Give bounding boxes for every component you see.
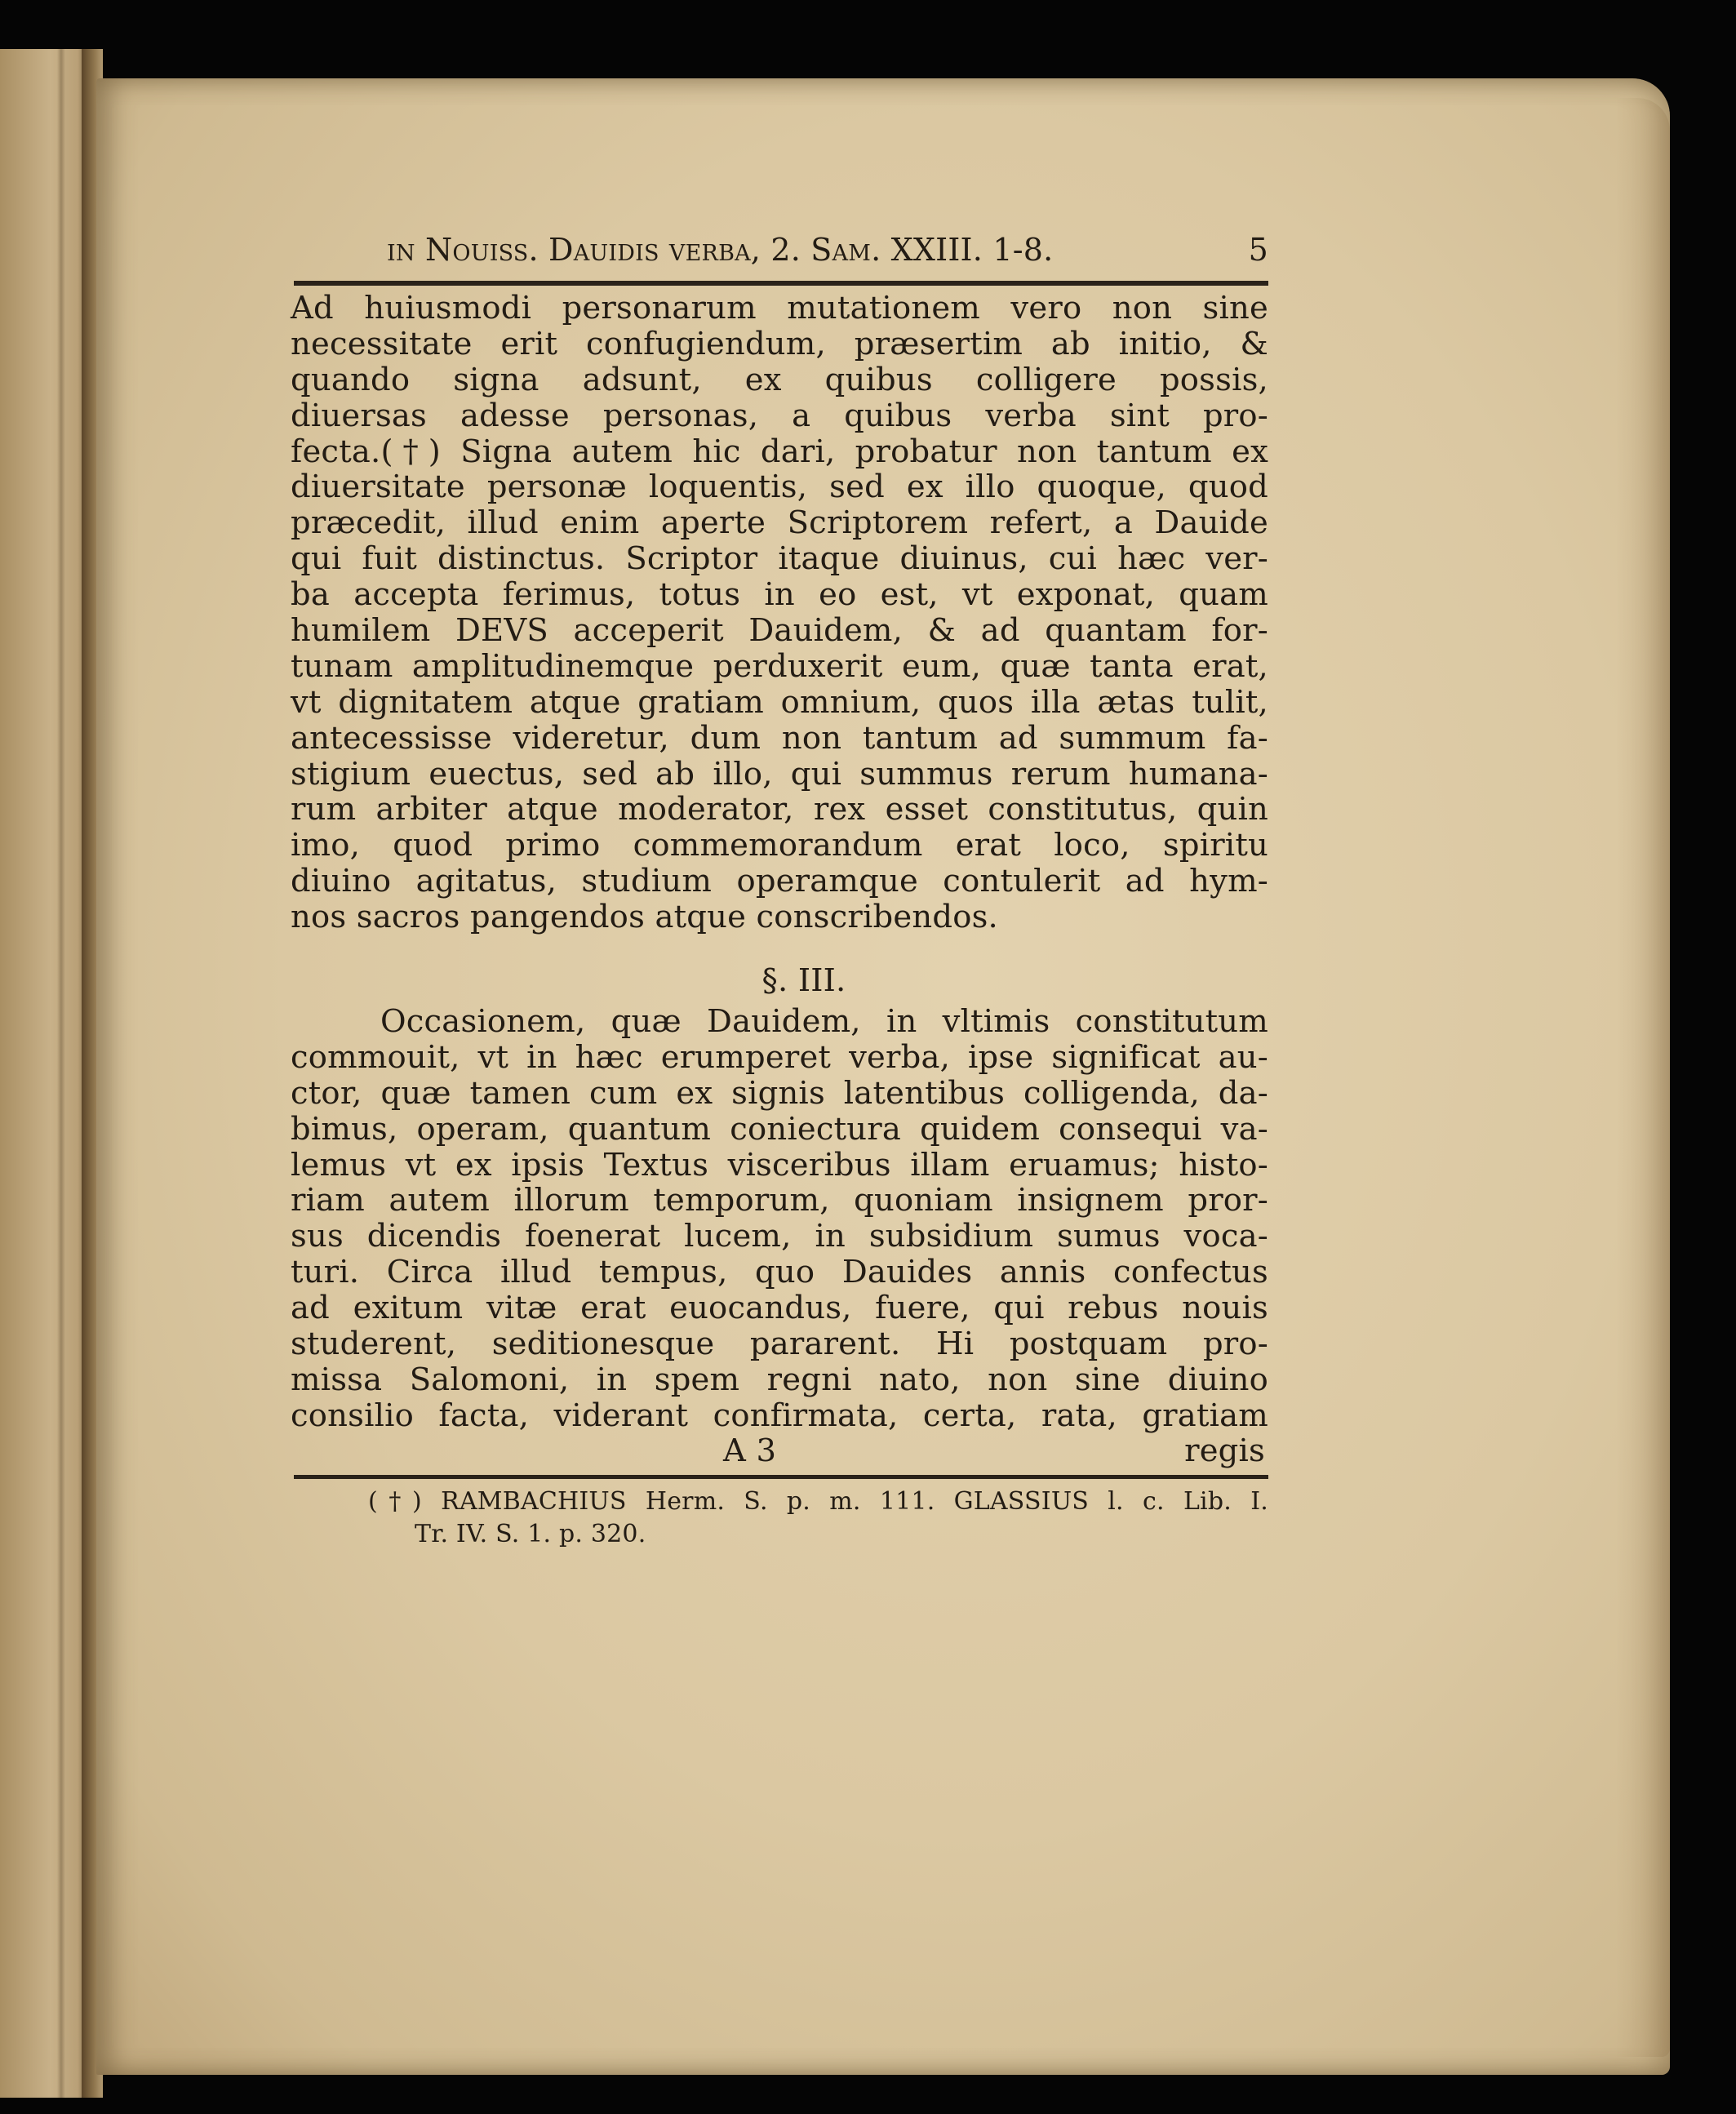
facing-page-edge [0, 49, 91, 2098]
text-line: ad exitum vitæ erat euocandus, fuere, qui rebus nouis [291, 1290, 1268, 1327]
text-line: præcedit, illud enim aperte Scriptorem refert, a Dauide [291, 504, 1268, 542]
text-line: ctor, quæ tamen cum ex signis latentibus colligenda, da- [291, 1074, 1268, 1112]
paragraph-1 [291, 291, 1268, 935]
text-line: bimus, operam, quantum coniectura quidem consequi va- [291, 1110, 1268, 1148]
text-block [291, 225, 1268, 1551]
text-line: tunam amplitudinemque perduxerit eum, quæ tanta erat, [291, 647, 1268, 685]
running-head [291, 225, 1268, 274]
text-line: rum arbiter atque moderator, rex esset constitutus, quin [291, 791, 1268, 828]
text-line: imo, quod primo commemorandum erat loco, spiritu [291, 827, 1268, 864]
section-heading: §. III. [761, 962, 846, 1000]
signature-line [291, 1434, 1268, 1468]
text-line: humilem DEVS acceperit Dauidem, & ad quantam for- [291, 612, 1268, 650]
text-line: stigium euectus, sed ab illo, qui summus rerum humana- [291, 755, 1268, 793]
text-line: qui fuit distinctus. Scriptor itaque diuinus, cui hæc ver- [291, 540, 1268, 578]
text-line: riam autem illorum temporum, quoniam insignem pror- [291, 1182, 1268, 1219]
text-line: necessitate erit confugiendum, præsertim ab initio, & [291, 325, 1268, 362]
text-line: fecta.(†) Signa autem hic dari, probatur non tantum ex [291, 433, 1268, 470]
text-line: nos sacros pangendos atque conscribendos. [291, 899, 998, 936]
text-line: diuino agitatus, studium operamque contulerit ad hym- [291, 863, 1268, 900]
running-head-title: in Nouiss. Dauidis verba, 2. Sam. XXIII. 1-8. [387, 232, 1054, 268]
page-number: 5 [1248, 232, 1268, 268]
footnote-line: Tr. IV. S. 1. p. 320. [415, 1519, 646, 1548]
page-edge-shading [1616, 98, 1670, 2057]
text-line: studerent, seditionesque pararent. Hi postquam pro- [291, 1326, 1268, 1363]
text-line: antecessisse videretur, dum non tantum ad summum fa- [291, 719, 1268, 757]
paragraph-2 [291, 1004, 1268, 1434]
text-line: turi. Circa illud tempus, quo Dauides annis confectus [291, 1254, 1268, 1291]
text-line: quando signa adsunt, ex quibus colligere possis, [291, 361, 1268, 398]
text-line: Occasionem, quæ Dauidem, in vltimis constitutum [380, 1003, 1268, 1041]
text-line: diuersitate personæ loquentis, sed ex illo quoque, quod [291, 469, 1268, 506]
text-line: lemus vt ex ipsis Textus visceribus illam eruamus; histo- [291, 1146, 1268, 1184]
signature-mark: A 3 [723, 1432, 777, 1469]
text-line: consilio facta, viderant confirmata, certa, rata, gratiam [291, 1397, 1268, 1434]
footnote [291, 1486, 1268, 1551]
text-line: missa Salomoni, in spem regni nato, non sine diuino [291, 1361, 1268, 1398]
text-line: vt dignitatem atque gratiam omnium, quos illa ætas tulit, [291, 683, 1268, 721]
facing-page-shadow [57, 49, 65, 2098]
text-line: commouit, vt in hæc erumperet verba, ipse significat au- [291, 1038, 1268, 1076]
catchword: regis [1184, 1432, 1265, 1469]
text-line: sus dicendis foenerat lucem, in subsidium sumus voca- [291, 1218, 1268, 1255]
text-line: diuersas adesse personas, a quibus verba sint pro- [291, 397, 1268, 434]
head-rule [294, 281, 1268, 286]
text-line: ba accepta ferimus, totus in eo est, vt exponat, quam [291, 576, 1268, 614]
footnote-rule [294, 1475, 1268, 1479]
footnote-line: (†) RAMBACHIUS Herm. S. p. m. 111. GLASSIUS l. c. Lib. I. [368, 1486, 1268, 1516]
text-line: Ad huiusmodi personarum mutationem vero non sine [291, 290, 1268, 326]
